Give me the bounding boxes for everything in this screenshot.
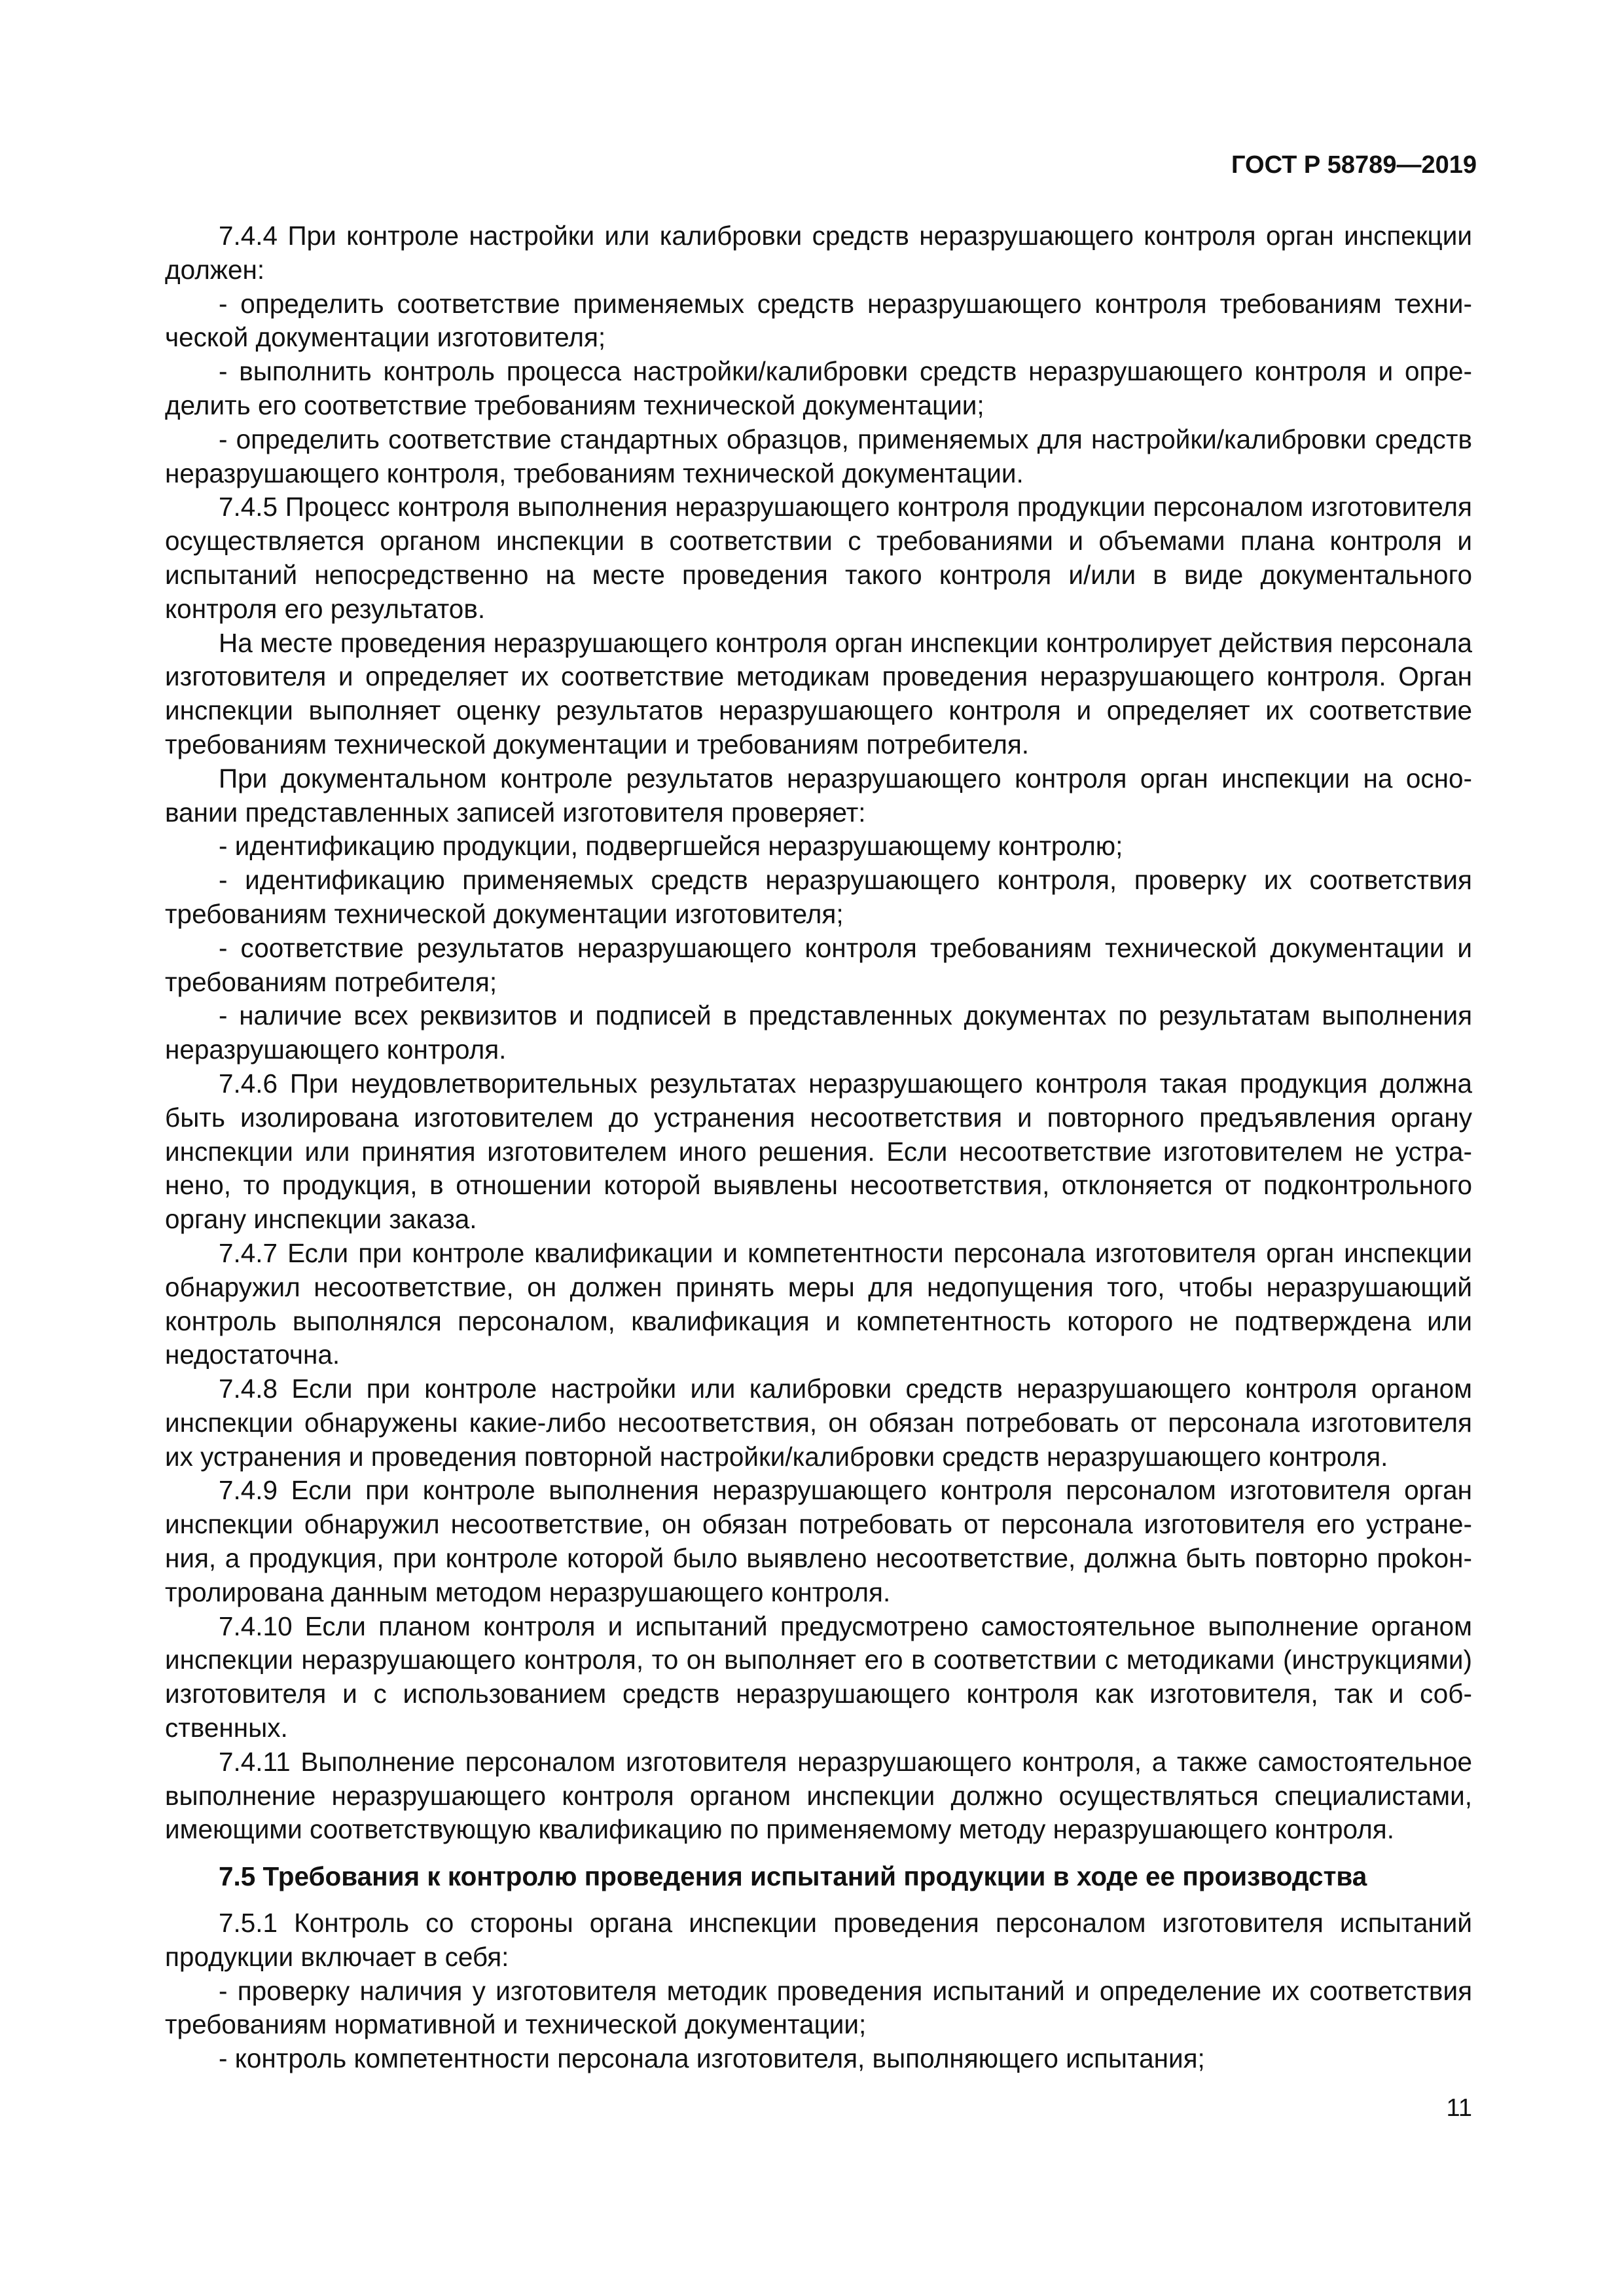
page-header-standard-number: ГОСТ Р 58789—2019 <box>1231 151 1477 179</box>
paragraph-7-4-6: 7.4.6 При неудовлетворительных результатах неразрушающего контроля такая продукция должна быть изолирована изготовителем до устранения несоответствия и повторного предъявления органу инспекции или принятия изготовителем иного решения. Если несоответствие изготовителем не устранено, то продукция, в отношении которой выявлены несоответствия, отклоняется от подконтрольного органу инспекции заказа. <box>165 1068 1472 1235</box>
list-item: - выполнить контроль процесса настройки/калибровки средств неразрушающего контроля и определить его соответствие требованиям технической документации; <box>165 356 1472 420</box>
paragraph-7-4-11: 7.4.11 Выполнение персоналом изготовителя неразрушающего контроля, а также самостоятельное выполнение неразрушающего контроля органом инспекции должно осуществляться специалистами, имеющими соответствующую квалификацию по применяемому методу неразрушающего контроля. <box>165 1746 1472 1845</box>
paragraph-7-4-5: 7.4.5 Процесс контроля выполнения неразрушающего контроля продукции персоналом изготовителя осуществляется органом инспекции в соответствии с требованиями и объемами плана контроля и испытаний непосредственно на месте проведения такого контроля и/или в виде документального контроля его результатов. <box>165 492 1472 624</box>
paragraph-7-4-10: 7.4.10 Если планом контроля и испытаний предусмотрено самостоятельное выполнение органом инспекции неразрушающего контроля, то он выполняет его в соответствии с методиками (инструкциями) изготовителя и с использованием средств неразрушающего контроля как изготовителя, так и собственных. <box>165 1611 1472 1743</box>
list-item: - определить соответствие применяемых средств неразрушающего контроля требованиям технической документации изготовителя; <box>165 288 1472 353</box>
list-item: - идентификацию применяемых средств неразрушающего контроля, проверку их соответствия требованиям технической документации изготовителя; <box>165 865 1472 929</box>
list-item: - идентификацию продукции, подвергшейся неразрушающему контролю; <box>219 831 1123 862</box>
list-item: - определить соответствие стандартных образцов, применяемых для настройки/калибровки средств неразрушающего контроля, требованиям технической документации. <box>165 424 1472 488</box>
page-number: 11 <box>1446 2094 1472 2122</box>
list-item: - наличие всех реквизитов и подписей в представленных документах по результатам выполнения неразрушающего контроля. <box>165 1000 1472 1065</box>
paragraph-7-4-7: 7.4.7 Если при контроле квалификации и компетентности персонала изготовителя орган инспекции обнаружил несоответствие, он должен принять меры для недопущения того, чтобы неразрушающий контроль выполнялся персоналом, квалификация и компетентность которого не подтверждена или недостаточна. <box>165 1237 1472 1370</box>
paragraph-7-4-9: 7.4.9 Если при контроле выполнения неразрушающего контроля персоналом изготовителя орган инспекции обнаружил несоответствие, он обязан потребовать от персонала изготовителя его устранения, а продукция, при контроле которой было выявлено несоответствие, должна быть повторно проkонтролирована данным методом неразрушающего контроля. <box>165 1475 1472 1607</box>
paragraph-7-4-8: 7.4.8 Если при контроле настройки или калибровки средств неразрушающего контроля органом инспекции обнаружены какие-либо несоответствия, он обязан потребовать от персонала изготовителя их устранения и проведения повторной настройки/калибровки средств неразрушающего контроля. <box>165 1374 1472 1472</box>
section-heading-7-5: 7.5 Требования к контролю проведения испытаний продукции в ходе ее производства <box>219 1861 1367 1892</box>
paragraph: При документальном контроле результатов неразрушающего контроля орган инспекции на основании представленных записей изготовителя проверяет: <box>165 763 1472 828</box>
list-item: - контроль компетентности персонала изготовителя, выполняющего испытания; <box>219 2043 1205 2074</box>
paragraph: На месте проведения неразрушающего контроля орган инспекции контролирует действия персонала изготовителя и определяет их соответствие методикам проведения неразрушающего контроля. Орган инспекции выполняет оценку результатов неразрушающего контроля и определяет их соответствие требованиям технической документации и требованиям потребителя. <box>165 627 1472 759</box>
paragraph-7-5-1: 7.5.1 Контроль со стороны органа инспекции проведения персоналом изготовителя испытаний продукции включает в себя: <box>165 1908 1472 1972</box>
list-item: - соответствие результатов неразрушающего контроля требованиям технической документации и требованиям потребителя; <box>165 932 1472 997</box>
paragraph-7-4-4: 7.4.4 При контроле настройки или калибровки средств неразрушающего контроля орган инспекции должен: <box>165 221 1472 285</box>
list-item: - проверку наличия у изготовителя методик проведения испытаний и определение их соответствия требованиям нормативной и технической документации; <box>165 1975 1472 2040</box>
document-body <box>165 219 1472 2076</box>
